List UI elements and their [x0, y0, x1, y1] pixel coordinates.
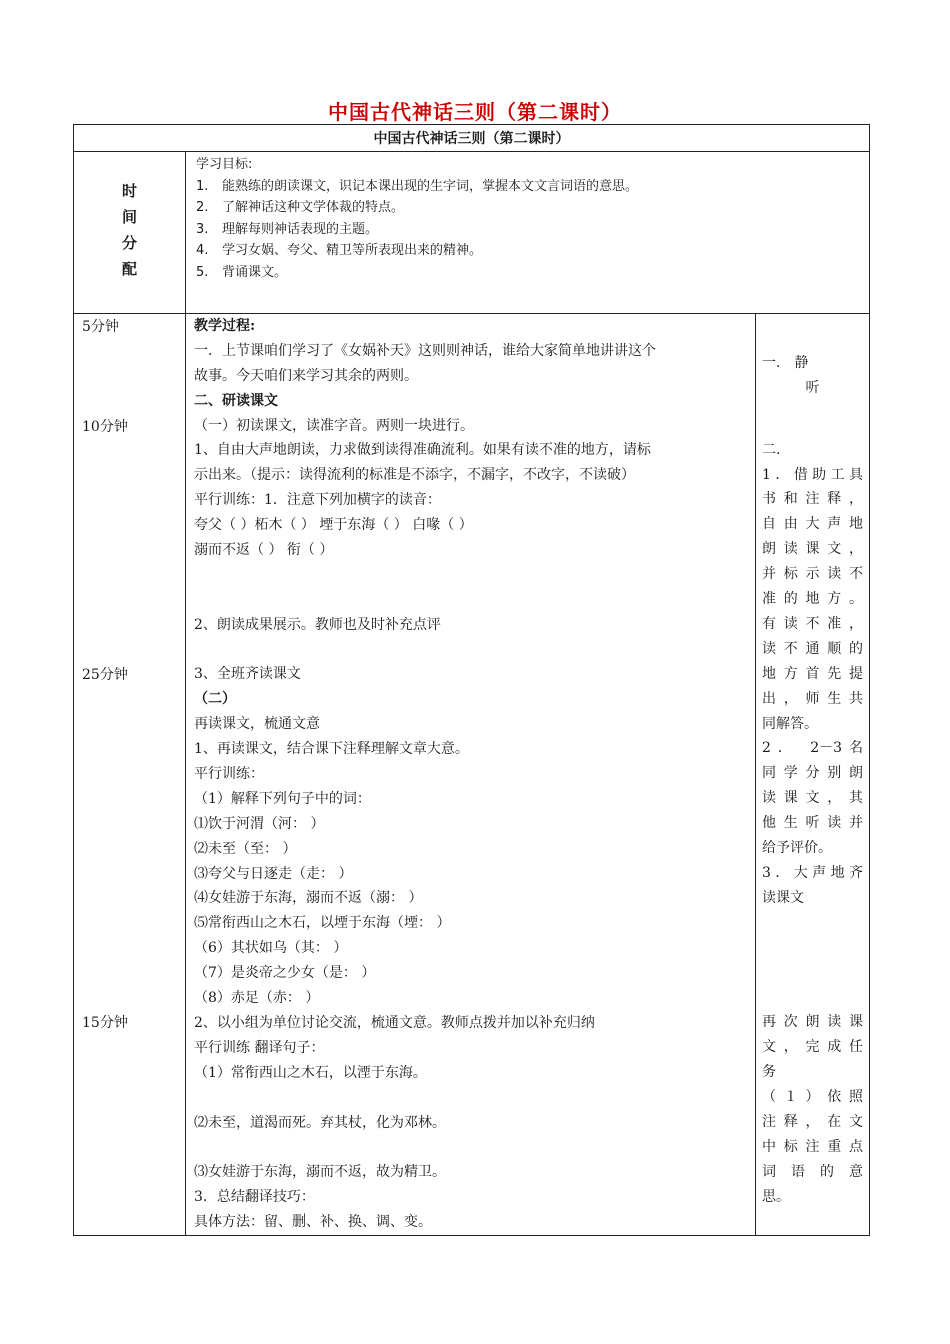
lesson-plan-table	[73, 124, 870, 1236]
translation-item: ⑵未至，道渴而死。弃其杖，化为邓林。	[194, 1114, 446, 1131]
learning-objectives	[186, 152, 870, 314]
word-item: （8）赤足（赤： ）	[194, 990, 320, 1007]
time-15min: 15分钟	[82, 1015, 128, 1031]
document-title: 中国古代神话三则（第二课时）	[328, 100, 622, 124]
time-25min: 25分钟	[82, 667, 128, 683]
table-header: 中国古代神话三则（第二课时）	[74, 125, 870, 152]
section-heading: 二、研读课文	[194, 392, 278, 409]
objectives-title: 学习目标:	[196, 157, 253, 172]
objective-item: 5. 背诵课文。	[196, 264, 288, 280]
word-item: （6）其状如乌（其： ）	[194, 940, 348, 957]
objective-item: 3. 理解每则神话表现的主题。	[196, 221, 379, 237]
time-5min: 5分钟	[82, 319, 119, 335]
translation-item: （1）常衔西山之木石，以湮于东海。	[194, 1064, 427, 1081]
word-item: ⑵未至（至： ）	[194, 840, 297, 857]
process-heading: 教学过程:	[194, 318, 256, 334]
objective-item: 4. 学习女娲、夸父、精卫等所表现出来的精神。	[196, 243, 483, 258]
word-item: ⑴饮于河渭（河： ）	[194, 815, 325, 832]
student-activity-notes: 一． 静 听 二. 1．借助工具 书和注释， 自由大声地 朗读课文， 并标示读不 准的地方。 有读不准， 读不通顺的 地方首先提 出，师生共 同解答。 2． 2－3名 同学分别朗 读课文，其 他生听读并 给予评价。 3．大声地齐 读课文 再次朗读课 文，完成任 务 （１）依照 注释，在文 中标注重点 词语的意 思。	[756, 314, 870, 1236]
pronunciation-row: 溺而不返（ ） 衔（ ）	[194, 542, 334, 559]
time-column	[74, 314, 186, 1236]
time-allocation-label: 时 间 分 配	[74, 152, 186, 314]
word-item: ⑸常衔西山之木石，以堙于东海（堙： ）	[194, 915, 451, 932]
word-item: ⑶夸父与日逐走（走： ）	[194, 865, 353, 882]
word-item: （7）是炎帝之少女（是： ）	[194, 965, 376, 982]
objective-item: 1. 能熟练的朗读课文，识记本课出现的生字词，掌握本文文言词语的意思。	[196, 178, 639, 194]
translation-item: ⑶女娃游于东海，溺而不返，故为精卫。	[194, 1164, 446, 1181]
word-item: ⑷女娃游于东海，溺而不返（溺： ）	[194, 890, 423, 907]
objective-item: 2. 了解神话这种文学体裁的特点。	[196, 200, 405, 215]
time-10min: 10分钟	[82, 419, 128, 435]
pronunciation-row: 夸父（ ）柘木（ ） 堙于东海（ ） 白喙（ ）	[194, 517, 473, 534]
teaching-process: 教学过程: 一．上节课咱们学习了《女娲补天》这则则神话，谁给大家简单地讲讲这个 故事。今天咱们来学习其余的两则。 二、研读课文 （一）初读课文，读准字音。两则一块进行。 1、自由大声地朗读，力求做到读得准确流利。如果有读不准的地方，请标 示出来。（提示：读得流利的标准是不添字，不漏字，不改字，不读破） 平行训练：1．注意下列加横字的读音： 夸父（ ）柘木（ ） 堙于东海（ ） 白喙（ ） 溺而不返（ ） 衔（ ） 2、朗读成果展示。教师也及时补充点评 3、全班齐读课文 （二） 再读课文，梳通文意 1、再读课文，结合课下注释理解文章大意。 平行训练： （1）解释下列句子中的词： ⑴饮于河渭（河： ） ⑵未至（至： ） ⑶夸父与日逐走（走： ） ⑷女娃游于东海，溺而不返（溺： ） ⑸常衔西山之木石，以堙于东海（堙： ） （6）其状如乌（其： ） （7）是炎帝之少女（是： ） （8）赤足（赤： ） 2、以小组为单位讨论交流，梳通文意。教师点拨并加以补充归纳 平行训练 翻译句子： （1）常衔西山之木石，以湮于东海。 ⑵未至，道渴而死。弃其杖，化为邓林。 ⑶女娃游于东海，溺而不返，故为精卫。 3．总结翻译技巧： 具体方法：留、删、补、换、调、变。	[186, 314, 756, 1236]
